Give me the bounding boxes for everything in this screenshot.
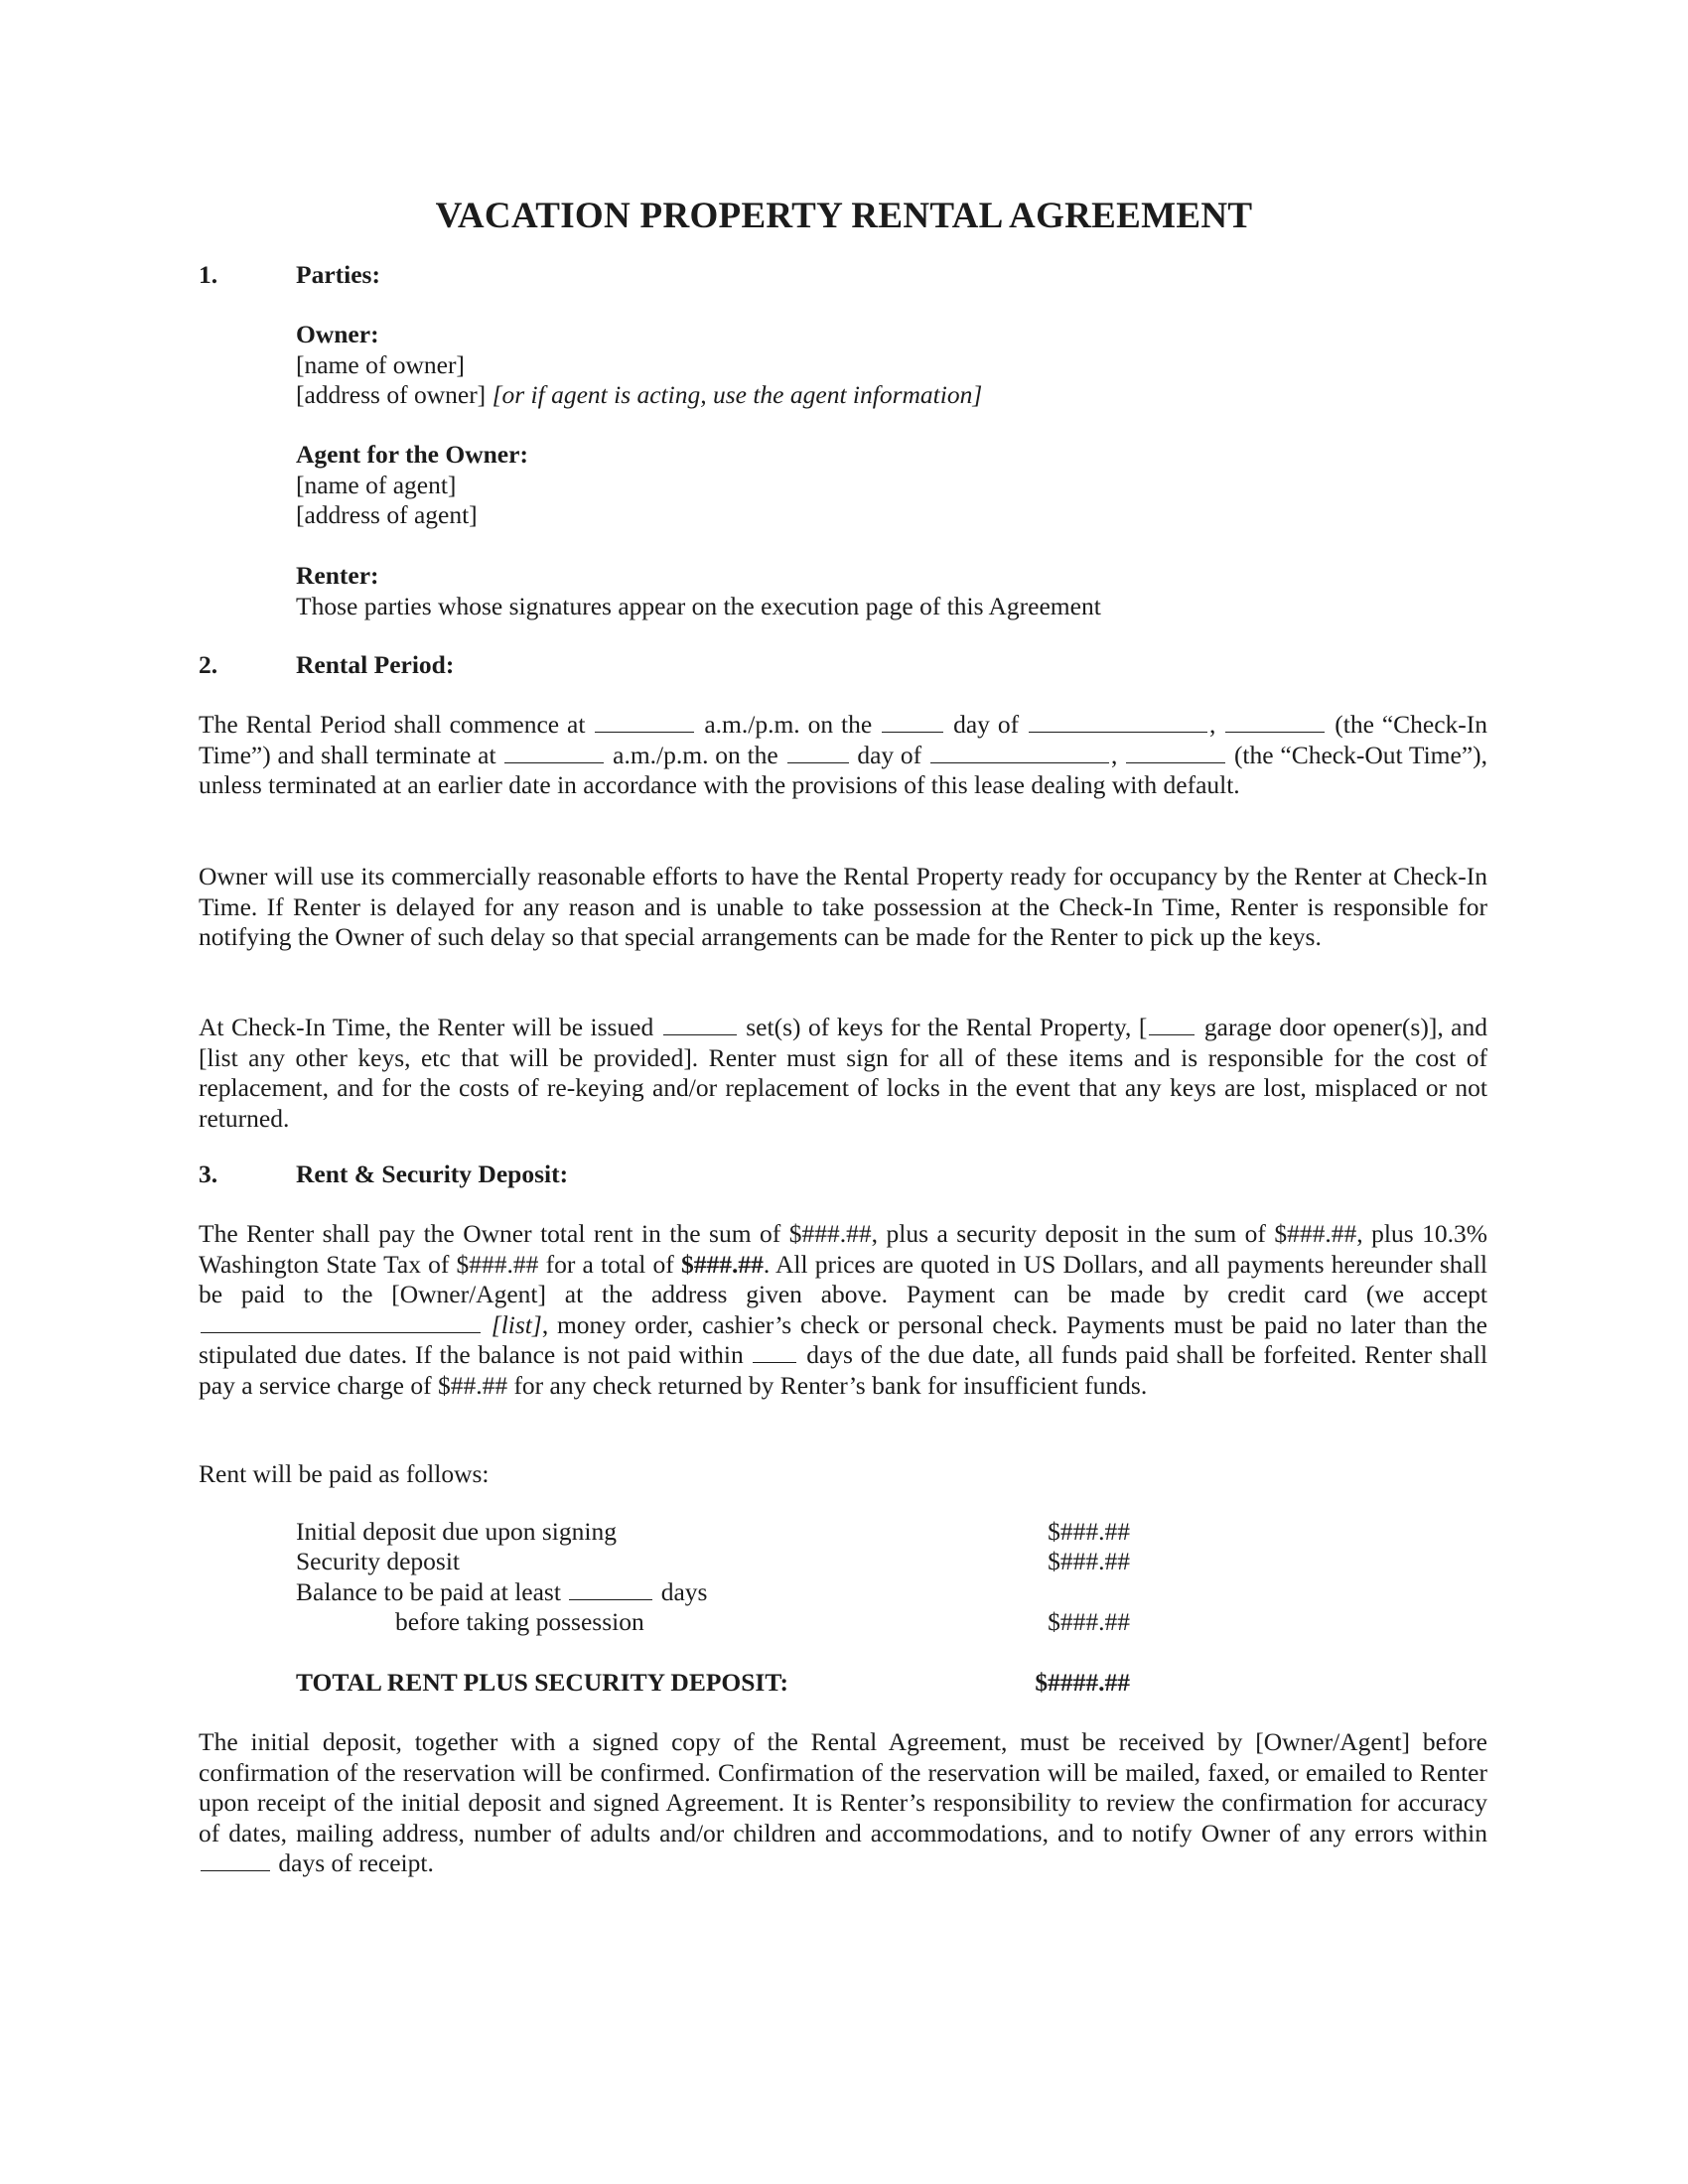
owner-note: [or if agent is acting, use the agent information]	[492, 380, 983, 409]
accepted-cards-blank[interactable]	[201, 1310, 481, 1333]
check-out-day-blank[interactable]	[787, 741, 849, 763]
section-title: Parties:	[296, 260, 380, 289]
schedule-row	[296, 1547, 1130, 1577]
schedule-total-amount: $####.##	[1035, 1668, 1130, 1697]
list-note: [list]	[491, 1309, 542, 1339]
renter-text: Those parties whose signatures appear on the execution page of this Agreement	[296, 591, 1101, 620]
schedule-description: Initial deposit due upon signing	[296, 1517, 617, 1546]
check-out-month-blank[interactable]	[930, 741, 1109, 763]
forfeit-days-blank[interactable]	[753, 1340, 796, 1363]
agent-block	[296, 440, 1487, 531]
owner-block	[296, 320, 1487, 411]
check-out-year-blank[interactable]	[1126, 741, 1225, 763]
section-number: 1.	[199, 260, 218, 289]
schedule-amount: $###.##	[1048, 1517, 1130, 1546]
check-in-month-blank[interactable]	[1029, 710, 1207, 733]
agent-address: [address of agent]	[296, 500, 478, 529]
check-out-time-blank[interactable]	[504, 741, 604, 763]
section-number: 3.	[199, 1160, 218, 1188]
section-title: Rental Period:	[296, 650, 455, 679]
agent-name: [name of agent]	[296, 470, 457, 499]
schedule-amount: $###.##	[1048, 1547, 1130, 1575]
check-in-readiness-paragraph: Owner will use its commercially reasonable efforts to have the Rental Property ready for occupancy by the Renter at Check-In Time. If Renter is delayed for any reason and is unable to take possession at the Check-In Time, Renter is responsible for notifying the Owner of such delay so that special arrangements can be made for the Renter to pick up the keys.	[199, 862, 1487, 951]
renter-block	[296, 561, 1487, 621]
garage-openers-blank[interactable]	[1149, 1013, 1195, 1035]
schedule-total-row	[296, 1668, 1130, 1699]
schedule-amount: $###.##	[1048, 1607, 1130, 1636]
balance-days-blank[interactable]	[569, 1577, 652, 1600]
schedule-row	[296, 1607, 1130, 1638]
rental-period-paragraph: The Rental Period shall commence at a.m./p.m. on the day of , (the “Check-In Time”) and shall terminate at a.m./p.m. on the day of , (the “Check-Out Time”), unless terminated at an earlier date in accordance with the provisions of this lease dealing with default.	[199, 710, 1488, 799]
keys-paragraph: At Check-In Time, the Renter will be issued set(s) of keys for the Rental Property, [ garage door opener(s)], and [list any other keys, etc that will be provided]. Renter must sign for all of these items and is responsible for the cost of replacement, and for the costs of re-keying and/or replacement of locks in the event that any keys are lost, misplaced or not returned.	[199, 1013, 1488, 1133]
owner-address: [address of owner]	[296, 380, 487, 409]
owner-name: [name of owner]	[296, 349, 465, 379]
owner-label: Owner:	[296, 320, 379, 348]
payment-schedule-intro: Rent will be paid as follows:	[199, 1459, 490, 1488]
check-in-time-blank[interactable]	[595, 710, 694, 733]
check-in-year-blank[interactable]	[1225, 710, 1325, 733]
error-notice-days-blank[interactable]	[201, 1848, 270, 1871]
document-title: VACATION PROPERTY RENTAL AGREEMENT	[435, 196, 1253, 236]
schedule-total-label: TOTAL RENT PLUS SECURITY DEPOSIT:	[296, 1668, 788, 1697]
rent-paragraph: The Renter shall pay the Owner total rent in the sum of $###.##, plus a security deposit in the sum of $###.##, plus 10.3% Washington State Tax of $###.## for a total of $###.##. All prices are quoted in US Dollars, and all payments hereunder shall be paid to the [Owner/Agent] at the address given above. Payment can be made by credit card (we accept [list], money order, cashier’s check or personal check. Payments must be paid no later than the stipulated due dates. If the balance is not paid within days of the due date, all funds paid shall be forfeited. Renter shall pay a service charge of $##.## for any check returned by Renter’s bank for insufficient funds.	[199, 1219, 1488, 1400]
schedule-description: Security deposit	[296, 1547, 461, 1575]
schedule-description: before taking possession	[395, 1607, 644, 1636]
renter-label: Renter:	[296, 561, 379, 590]
agent-label: Agent for the Owner:	[296, 440, 528, 469]
schedule-description: Balance to be paid at least days	[296, 1577, 708, 1606]
section-title: Rent & Security Deposit:	[296, 1160, 569, 1188]
check-in-day-blank[interactable]	[882, 710, 943, 733]
section-2-heading	[199, 650, 454, 681]
section-number: 2.	[199, 650, 218, 679]
section-1-heading	[199, 260, 380, 291]
confirmation-paragraph: The initial deposit, together with a signed copy of the Rental Agreement, must be received by [Owner/Agent] before confirmation of the reservation will be confirmed. Confirmation of the reservation will be mailed, faxed, or emailed to Renter upon receipt of the initial deposit and signed Agreement. It is Renter’s responsibility to review the confirmation for accuracy of dates, mailing address, number of adults and/or children and accommodations, and to notify Owner of any errors within days of receipt.	[199, 1727, 1487, 1877]
schedule-row	[296, 1517, 1130, 1548]
key-sets-blank[interactable]	[663, 1013, 737, 1035]
grand-total-amount: $###.##	[680, 1249, 764, 1279]
section-3-heading	[199, 1160, 568, 1190]
owner-address-line	[296, 380, 1487, 411]
schedule-row	[296, 1577, 1130, 1608]
